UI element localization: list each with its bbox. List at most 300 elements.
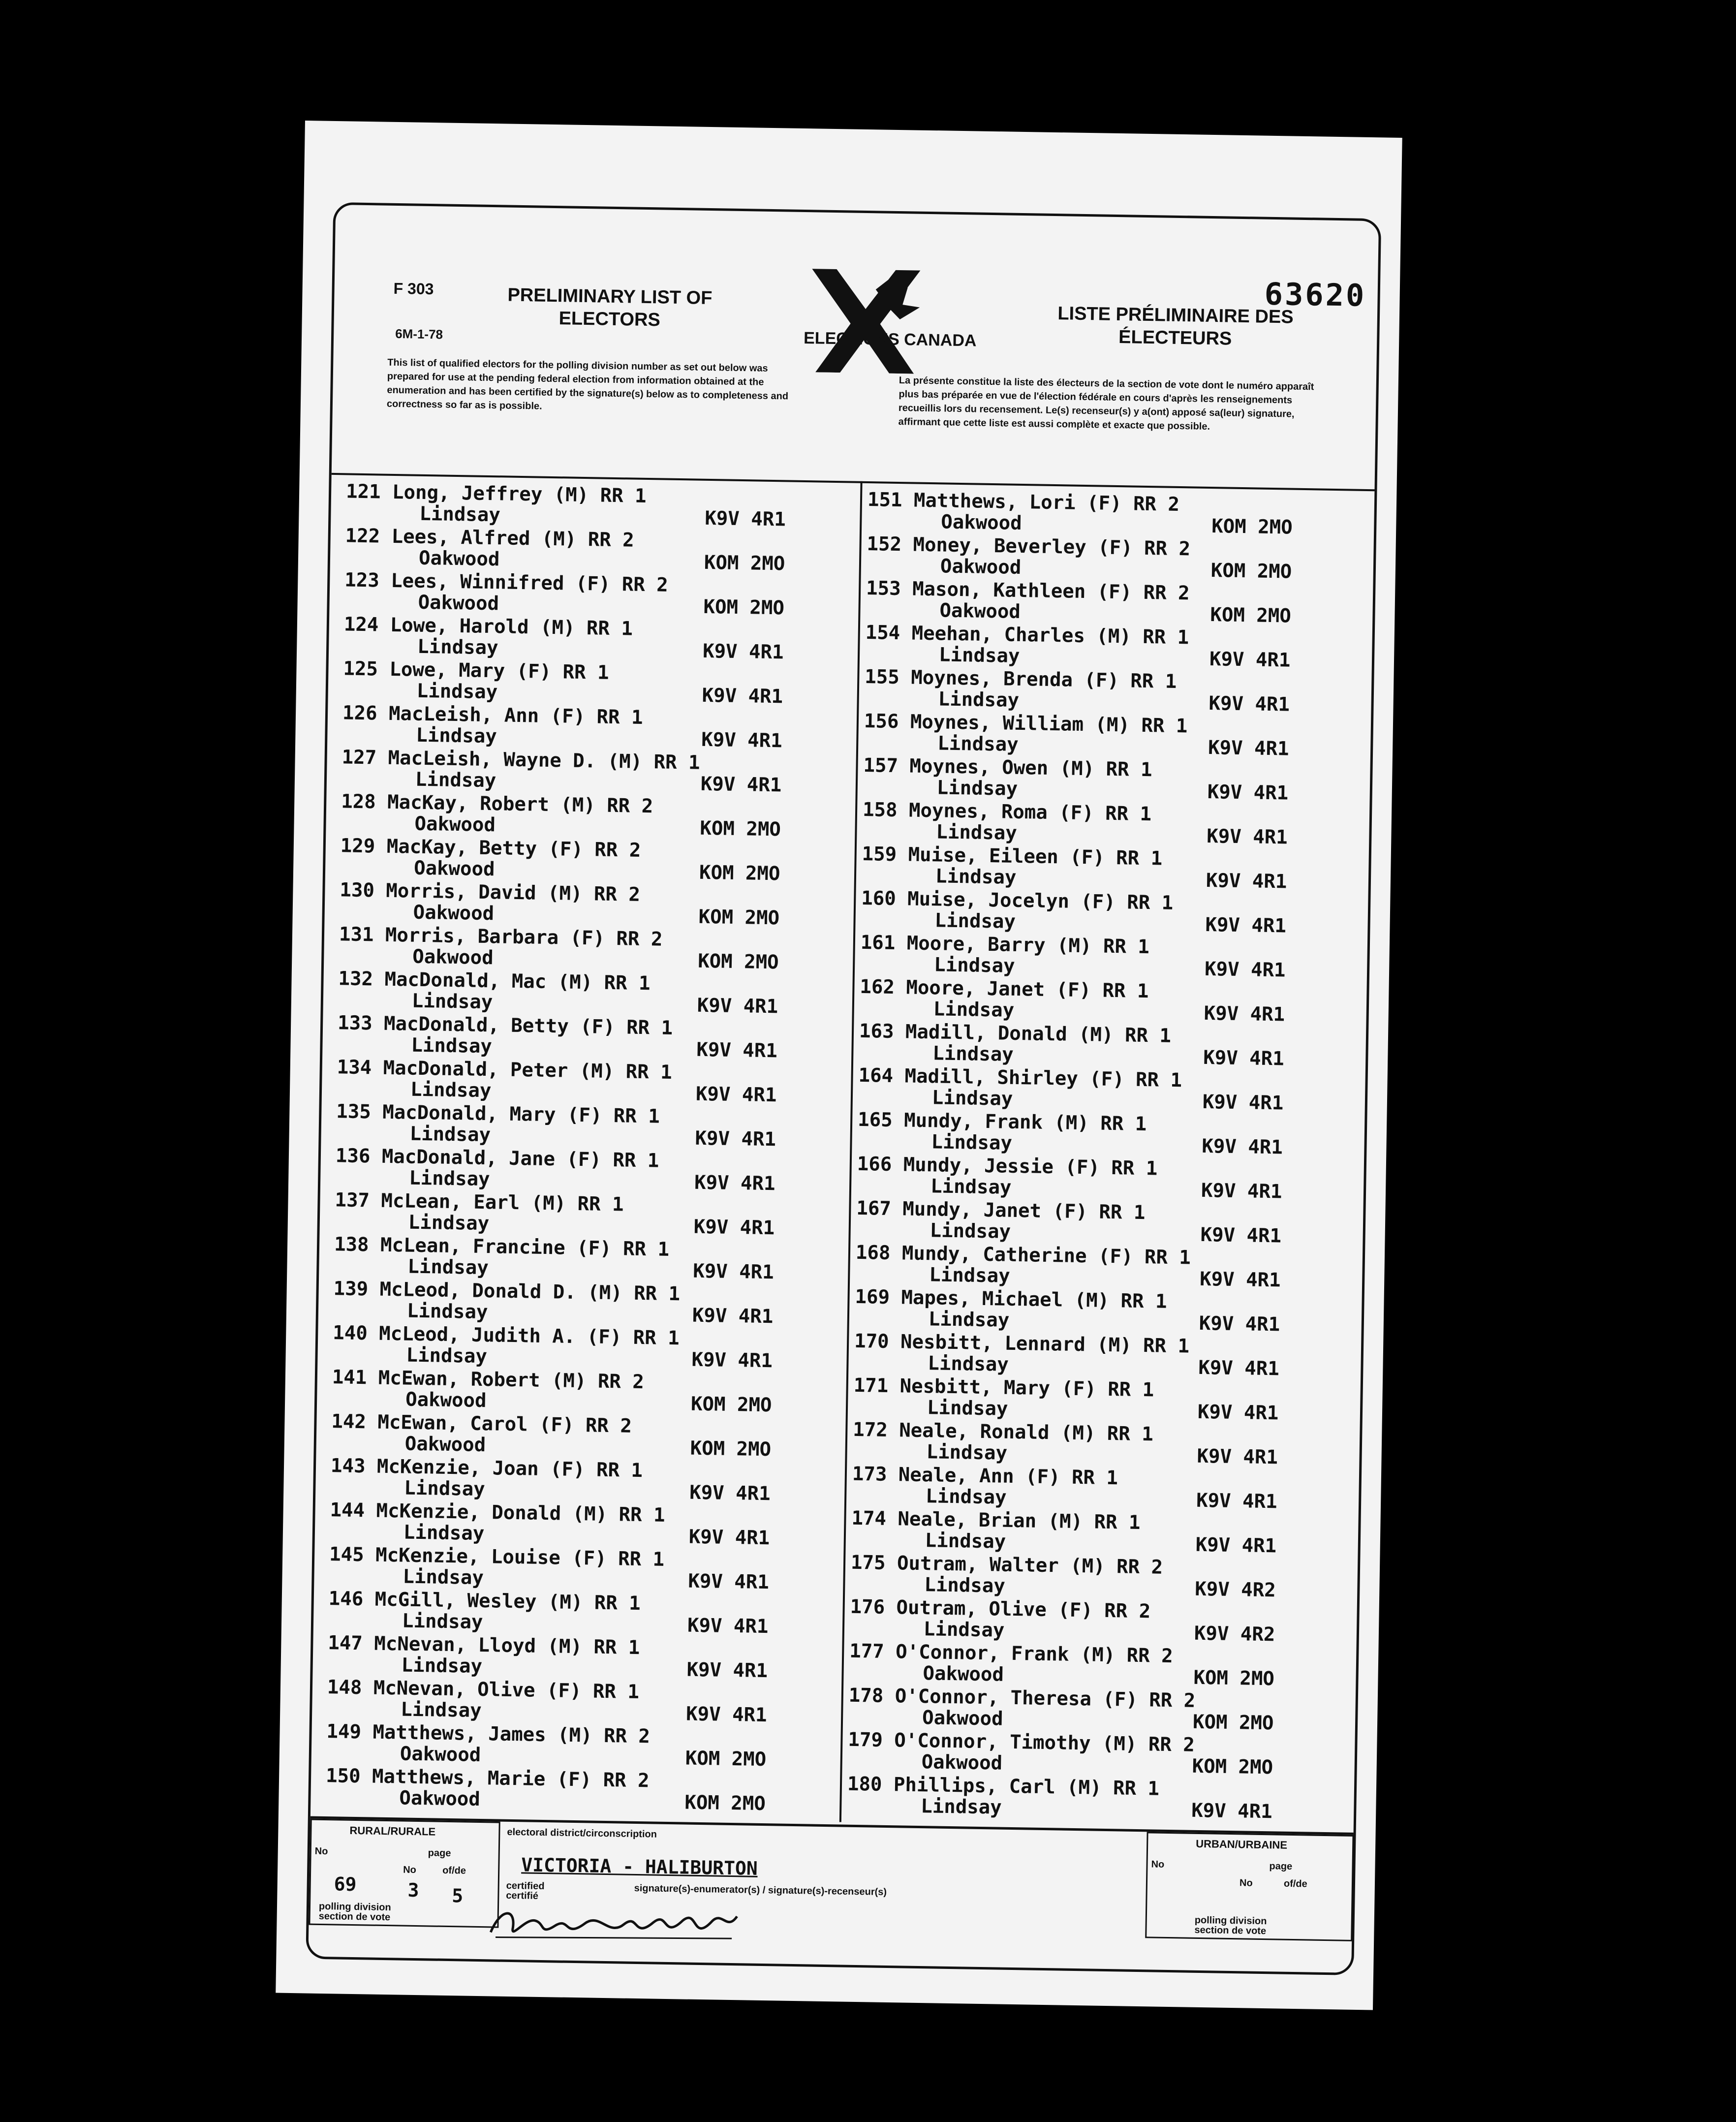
elector-name: O'Connor, Frank (M) RR 2 <box>895 1641 1174 1668</box>
elector-name: MacDonald, Mary (F) RR 1 <box>382 1101 660 1128</box>
elector-town: Oakwood <box>413 901 495 925</box>
elector-town: Lindsay <box>928 1308 1010 1332</box>
elector-town: Lindsay <box>933 998 1015 1022</box>
elector-number-name <box>331 1455 643 1482</box>
elector-town: Lindsay <box>936 821 1018 844</box>
elector-number: 128 <box>341 790 376 813</box>
elector-postal-code: KOM 2MO <box>1192 1711 1274 1735</box>
elector-number: 161 <box>860 931 896 955</box>
elector-postal-code: K9V 4R1 <box>701 728 783 752</box>
elector-entry <box>329 1543 821 1595</box>
elector-town: Lindsay <box>933 954 1015 977</box>
elector-number-name <box>340 879 640 906</box>
elector-number-name <box>851 1507 1141 1534</box>
elector-entry <box>858 1064 1351 1117</box>
elector-town: Lindsay <box>925 1485 1007 1509</box>
elector-number: 151 <box>867 489 902 512</box>
elector-number: 123 <box>344 569 380 592</box>
elector-postal-code: K9V 4R1 <box>696 1038 778 1062</box>
elector-name: Matthews, James (M) RR 2 <box>372 1721 651 1748</box>
elector-postal-code: K9V 4R2 <box>1194 1622 1275 1646</box>
elector-name: McLean, Earl (M) RR 1 <box>381 1189 624 1216</box>
elector-town: Oakwood <box>404 1433 486 1457</box>
elector-number: 141 <box>332 1366 367 1389</box>
elector-postal-code: K9V 4R1 <box>1195 1533 1277 1558</box>
elector-number-name <box>338 967 651 995</box>
elector-number: 176 <box>850 1595 885 1619</box>
elector-number: 172 <box>852 1418 888 1441</box>
urban-no-label: No <box>1151 1859 1165 1870</box>
elector-name: Lowe, Mary (F) RR 1 <box>389 658 609 684</box>
elector-entry <box>855 1286 1347 1338</box>
elector-postal-code: K9V 4R1 <box>705 507 786 531</box>
elector-number-name <box>334 1233 670 1261</box>
elector-postal-code: KOM 2MO <box>684 1791 766 1815</box>
elector-entry <box>342 702 835 754</box>
elector-town: Lindsay <box>923 1618 1005 1642</box>
elector-entry <box>328 1588 821 1640</box>
elector-entry <box>337 1012 830 1064</box>
elector-number: 140 <box>332 1322 368 1345</box>
elector-postal-code: K9V 4R2 <box>1194 1578 1276 1602</box>
urban-page-no-label: No <box>1239 1877 1253 1889</box>
elector-name: Morris, David (M) RR 2 <box>386 879 641 906</box>
elector-number: 174 <box>851 1507 887 1530</box>
elector-number-name <box>847 1773 1160 1800</box>
elector-postal-code: K9V 4R1 <box>1197 1401 1279 1425</box>
elector-postal-code: K9V 4R1 <box>694 1171 775 1195</box>
elector-entry <box>847 1773 1339 1825</box>
elector-postal-code: K9V 4R1 <box>693 1216 775 1240</box>
elector-entry <box>341 790 833 843</box>
elector-number: 178 <box>848 1684 884 1707</box>
elector-name: MacLeish, Ann (F) RR 1 <box>388 702 643 729</box>
elector-town: Lindsay <box>416 680 498 704</box>
elector-town: Lindsay <box>928 1352 1009 1376</box>
elector-postal-code: K9V 4R1 <box>702 640 784 664</box>
elector-number-name <box>854 1330 1190 1358</box>
elector-town: Oakwood <box>923 1662 1004 1686</box>
elector-town: Lindsay <box>408 1211 490 1235</box>
elector-name: McLeod, Donald D. (M) RR 1 <box>379 1278 681 1306</box>
rural-no-label: No <box>314 1845 328 1857</box>
elector-name: Neale, Ronald (M) RR 1 <box>899 1419 1154 1446</box>
elector-postal-code: K9V 4R1 <box>1209 648 1291 672</box>
elector-number-name <box>866 577 1190 604</box>
elector-postal-code: K9V 4R1 <box>695 1083 777 1107</box>
elector-name: Meehan, Charles (M) RR 1 <box>911 622 1189 649</box>
elector-number-name <box>862 843 1162 870</box>
elector-postal-code: K9V 4R1 <box>1199 1268 1281 1292</box>
elector-name: MacLeish, Wayne D. (M) RR 1 <box>388 747 700 774</box>
elector-town: Lindsay <box>930 1175 1012 1199</box>
elector-name: Madill, Shirley (F) RR 1 <box>904 1065 1182 1092</box>
elector-town: Lindsay <box>411 1034 493 1058</box>
elector-entry <box>853 1374 1346 1427</box>
elector-name: Nesbitt, Lennard (M) RR 1 <box>900 1331 1190 1358</box>
elector-postal-code: KOM 2MO <box>1211 515 1293 539</box>
elector-number: 157 <box>863 754 899 778</box>
elector-name: Mundy, Catherine (F) RR 1 <box>901 1242 1191 1269</box>
elector-name: Money, Beverley (F) RR 2 <box>913 533 1191 561</box>
elector-number: 129 <box>340 835 375 858</box>
elector-postal-code: KOM 2MO <box>698 905 780 930</box>
elector-entry <box>335 1145 828 1197</box>
elector-number: 154 <box>865 622 900 645</box>
elector-entry <box>332 1322 825 1374</box>
elector-entry <box>341 746 834 798</box>
elector-entry <box>345 480 838 532</box>
elector-town: Lindsay <box>403 1565 484 1590</box>
elector-entry <box>859 976 1352 1028</box>
elector-number: 132 <box>338 967 373 991</box>
elector-number-name <box>853 1374 1154 1402</box>
elector-town: Lindsay <box>404 1477 486 1501</box>
elector-postal-code: KOM 2MO <box>700 817 781 841</box>
elector-town: Lindsay <box>930 1219 1011 1243</box>
elector-postal-code: KOM 2MO <box>1192 1755 1273 1779</box>
elector-number: 134 <box>337 1056 372 1079</box>
elector-entry <box>864 666 1357 718</box>
elector-number-name <box>861 932 1150 958</box>
title-french: LISTE PRÉLIMINAIRE DES ÉLECTEURS <box>1057 303 1294 349</box>
elector-entry <box>857 1153 1349 1205</box>
elector-number-name <box>326 1720 650 1748</box>
elector-entry <box>343 613 836 665</box>
elector-town: Oakwood <box>405 1388 487 1412</box>
elector-postal-code: K9V 4R1 <box>687 1614 769 1638</box>
serial-number: 63620 <box>1264 276 1366 313</box>
elector-town: Lindsay <box>931 1087 1013 1110</box>
elector-number-name <box>859 1020 1172 1047</box>
elector-number-name <box>333 1278 680 1305</box>
elector-town: Lindsay <box>937 732 1019 756</box>
elector-number: 133 <box>337 1012 373 1035</box>
elector-entry <box>342 657 835 710</box>
elector-number-name <box>339 923 663 950</box>
elector-number: 159 <box>862 843 897 866</box>
elector-postal-code: K9V 4R1 <box>1204 1002 1285 1026</box>
elector-number: 165 <box>857 1108 893 1131</box>
elector-name: McNevan, Olive (F) RR 1 <box>373 1677 640 1704</box>
elector-name: Nesbitt, Mary (F) RR 1 <box>899 1375 1154 1402</box>
elector-number-name <box>858 1109 1147 1135</box>
elector-number: 175 <box>850 1551 886 1574</box>
elector-name: Neale, Brian (M) RR 1 <box>898 1508 1141 1534</box>
elector-entry <box>326 1720 819 1773</box>
elector-number-name <box>330 1499 665 1527</box>
elector-name: O'Connor, Timothy (M) RR 2 <box>894 1729 1195 1756</box>
elector-town: Lindsay <box>936 777 1018 800</box>
elector-name: Mapes, Michael (M) RR 1 <box>901 1286 1167 1313</box>
elector-town: Oakwood <box>412 945 494 969</box>
elector-name: McKenzie, Louise (F) RR 1 <box>375 1544 665 1571</box>
elector-town: Oakwood <box>940 511 1023 534</box>
elector-name: Matthews, Marie (F) RR 2 <box>372 1765 650 1792</box>
elector-town: Oakwood <box>400 1743 481 1767</box>
elector-name: Mundy, Frank (M) RR 1 <box>903 1109 1147 1136</box>
elector-name: McNevan, Lloyd (M) RR 1 <box>373 1632 640 1659</box>
elector-name: Moynes, Brenda (F) RR 1 <box>910 666 1177 693</box>
elector-name: Outram, Olive (F) RR 2 <box>896 1596 1151 1623</box>
elector-number: 122 <box>345 525 380 548</box>
rural-page-label: page <box>428 1847 451 1859</box>
elector-entry <box>344 569 837 621</box>
elector-name: Phillips, Carl (M) RR 1 <box>893 1774 1160 1800</box>
elector-entry <box>850 1596 1342 1648</box>
elector-town: Lindsay <box>932 1042 1014 1066</box>
rural-label: RURAL/RURALE <box>349 1824 436 1838</box>
page-number: 3 <box>407 1879 419 1902</box>
elector-entry <box>860 932 1353 984</box>
elector-postal-code: K9V 4R1 <box>1208 736 1289 760</box>
elector-entry <box>336 1100 828 1153</box>
elector-postal-code: K9V 4R1 <box>700 773 782 797</box>
elector-number: 148 <box>327 1676 362 1699</box>
urban-polling-division-label: polling division section de vote <box>1194 1914 1267 1937</box>
elector-town: Oakwood <box>922 1707 1003 1730</box>
elector-town: Lindsay <box>935 865 1017 889</box>
elector-name: McLeod, Judith A. (F) RR 1 <box>378 1322 680 1350</box>
elector-number: 150 <box>325 1765 361 1788</box>
title-english: PRELIMINARY LIST OF ELECTORS <box>507 284 713 331</box>
elector-number-name <box>331 1410 632 1437</box>
elector-number: 163 <box>859 1020 894 1043</box>
elector-number-name <box>849 1640 1173 1667</box>
elector-name: McLean, Francine (F) RR 1 <box>380 1234 670 1261</box>
elector-number-name <box>328 1588 641 1615</box>
elector-entry <box>332 1366 824 1418</box>
elector-number: 142 <box>331 1410 367 1434</box>
elector-name: Morris, Barbara (F) RR 2 <box>385 924 663 951</box>
elector-number-name <box>341 835 641 862</box>
elector-number: 135 <box>336 1100 372 1123</box>
elector-town: Lindsay <box>924 1574 1006 1597</box>
elector-entry <box>850 1552 1343 1604</box>
elector-town: Lindsay <box>929 1264 1011 1287</box>
elector-name: Mundy, Jessie (F) RR 1 <box>903 1154 1158 1180</box>
elector-number: 121 <box>345 480 381 503</box>
elector-number: 170 <box>854 1330 889 1353</box>
elector-entry <box>330 1499 822 1551</box>
elector-name: MacDonald, Betty (F) RR 1 <box>383 1012 673 1039</box>
elector-town: Lindsay <box>403 1521 485 1545</box>
elector-postal-code: K9V 4R1 <box>1204 958 1286 982</box>
elector-entry <box>863 754 1355 807</box>
elector-number-name <box>342 702 643 729</box>
elector-number: 166 <box>857 1153 892 1176</box>
elector-number: 164 <box>858 1064 894 1088</box>
elector-entry <box>330 1455 823 1507</box>
elector-postal-code: K9V 4R1 <box>1207 780 1289 805</box>
elector-number: 180 <box>847 1773 882 1796</box>
elector-number: 127 <box>341 746 377 769</box>
elector-postal-code: KOM 2MO <box>690 1393 772 1417</box>
elector-number-name <box>849 1685 1196 1712</box>
district-label: electoral district/circonscription <box>507 1826 657 1840</box>
elector-entry <box>859 1020 1351 1072</box>
elector-postal-code: K9V 4R1 <box>695 1127 776 1151</box>
elector-number: 171 <box>853 1374 889 1397</box>
rural-of-label: of/de <box>442 1865 466 1876</box>
elector-name: MacDonald, Jane (F) RR 1 <box>381 1145 659 1172</box>
elector-number: 130 <box>340 879 375 902</box>
elector-number: 125 <box>343 657 378 681</box>
elector-town: Lindsay <box>925 1529 1006 1553</box>
elector-name: MacKay, Betty (F) RR 2 <box>386 835 641 862</box>
elector-town: Lindsay <box>938 688 1020 712</box>
elector-number: 136 <box>335 1145 371 1168</box>
elector-number-name <box>863 799 1152 825</box>
elector-name: Muise, Eileen (F) RR 1 <box>908 843 1163 870</box>
elector-entry <box>325 1765 818 1817</box>
elector-name: MacKay, Robert (M) RR 2 <box>387 791 653 818</box>
elector-entry <box>864 710 1356 762</box>
urban-label: URBAN/URBAINE <box>1196 1837 1288 1851</box>
elector-name: Moynes, Roma (F) RR 1 <box>908 799 1152 826</box>
elector-number: 138 <box>334 1233 369 1256</box>
polling-division-label: polling division section de vote <box>318 1901 391 1923</box>
elector-name: Moynes, William (M) RR 1 <box>910 711 1188 738</box>
elector-number: 153 <box>866 577 901 600</box>
elector-entry <box>331 1410 823 1463</box>
elector-name: Madill, Donald (M) RR 1 <box>905 1021 1172 1047</box>
elector-number-name <box>336 1145 659 1172</box>
urban-page-label: page <box>1269 1861 1293 1872</box>
elector-entry <box>338 967 831 1020</box>
elector-postal-code: K9V 4R1 <box>1207 825 1288 849</box>
elector-number-name <box>850 1596 1150 1623</box>
document-sheet <box>276 121 1402 2010</box>
elector-number: 131 <box>339 923 374 946</box>
elector-postal-code: K9V 4R1 <box>1200 1223 1282 1248</box>
elector-postal-code: K9V 4R1 <box>1198 1356 1280 1380</box>
elector-entry <box>337 1056 829 1108</box>
elector-entry <box>865 622 1358 674</box>
elector-number-name <box>343 657 609 684</box>
elector-number-name <box>335 1189 624 1216</box>
elector-name: Matthews, Lori (F) RR 2 <box>913 489 1180 516</box>
elector-number: 149 <box>326 1720 362 1744</box>
elector-number: 169 <box>855 1285 890 1309</box>
elector-entry <box>339 923 831 975</box>
elector-name: MacDonald, Mac (M) RR 1 <box>384 968 651 995</box>
elector-town: Lindsay <box>926 1441 1008 1465</box>
elector-number: 162 <box>860 975 895 999</box>
elector-number: 167 <box>856 1197 892 1220</box>
intro-french: La présente constitue la liste des électeurs de la section de vote dont le numéro apparaît plus bas préparée en vue de l'élection fédérale en cours d'après les renseignements recueillis lors du recensement. Le(s) recenseur(s) y a(ont) apposé sa(leur) signature, affirmant que cette liste est aussi complète et exacte que possible. <box>898 375 1314 432</box>
elector-postal-code: KOM 2MO <box>1210 560 1292 583</box>
electors-column-left <box>325 480 838 1816</box>
elector-postal-code: KOM 2MO <box>1193 1666 1275 1690</box>
elector-entry <box>867 533 1359 585</box>
polling-division-number: 69 <box>334 1873 357 1896</box>
elector-entry <box>857 1109 1350 1161</box>
elector-postal-code: K9V 4R1 <box>1209 692 1290 716</box>
elector-number: 155 <box>865 666 900 689</box>
elector-name: O'Connor, Theresa (F) RR 2 <box>895 1685 1196 1712</box>
elector-name: Mason, Kathleen (F) RR 2 <box>912 578 1190 605</box>
elector-postal-code: K9V 4R1 <box>685 1703 767 1727</box>
elector-entry <box>851 1507 1343 1560</box>
elector-entry <box>334 1233 826 1285</box>
elector-number: 179 <box>848 1728 883 1751</box>
elector-town: Oakwood <box>939 599 1021 623</box>
certified-label: certified certifié <box>506 1880 545 1902</box>
elector-name: Mundy, Janet (F) RR 1 <box>902 1198 1146 1224</box>
elector-number-name <box>336 1100 660 1127</box>
elector-postal-code: K9V 4R1 <box>1202 1091 1284 1115</box>
elector-postal-code: K9V 4R1 <box>688 1570 770 1594</box>
page-total: 5 <box>452 1885 464 1907</box>
elector-town: Lindsay <box>409 1123 491 1147</box>
elector-town: Lindsay <box>417 635 498 659</box>
elector-entry <box>862 799 1355 851</box>
elector-postal-code: KOM 2MO <box>703 595 785 620</box>
elector-postal-code: KOM 2MO <box>704 551 785 575</box>
elector-entry <box>327 1632 820 1684</box>
elector-postal-code: K9V 4R1 <box>1196 1489 1277 1513</box>
elector-number-name <box>863 754 1152 781</box>
elector-town: Oakwood <box>418 547 500 571</box>
elector-number: 145 <box>329 1543 365 1566</box>
elector-entry <box>847 1729 1340 1781</box>
elector-name: Neale, Ann (F) RR 1 <box>898 1464 1118 1490</box>
elector-entry <box>852 1419 1345 1471</box>
elector-postal-code: K9V 4R1 <box>689 1481 771 1505</box>
elector-number: 146 <box>328 1588 364 1611</box>
elector-name: Long, Jeffrey (M) RR 1 <box>392 481 647 507</box>
elector-postal-code: K9V 4R1 <box>1197 1445 1278 1469</box>
elector-town: Lindsay <box>927 1397 1008 1420</box>
elector-postal-code: K9V 4R1 <box>1205 913 1287 937</box>
elector-postal-code: KOM 2MO <box>699 861 780 885</box>
elector-number: 147 <box>328 1632 363 1655</box>
elector-postal-code: K9V 4R1 <box>1203 1046 1285 1070</box>
elector-number-name <box>341 790 653 817</box>
elector-number-name <box>867 533 1190 560</box>
elector-town: Oakwood <box>413 857 495 881</box>
elector-postal-code: K9V 4R1 <box>702 684 783 708</box>
elector-number-name <box>858 1064 1182 1092</box>
elector-town: Lindsay <box>920 1795 1002 1819</box>
elector-number: 160 <box>861 887 897 910</box>
elector-number: 144 <box>330 1499 365 1522</box>
elector-number-name <box>852 1463 1118 1489</box>
elector-entry <box>861 887 1353 939</box>
elections-canada-logo-icon <box>801 259 930 374</box>
district-value: VICTORIA - HALIBURTON <box>521 1854 758 1879</box>
elector-name: Moore, Barry (M) RR 1 <box>906 932 1150 959</box>
elector-town: Oakwood <box>399 1787 481 1811</box>
elector-town: Lindsay <box>402 1610 483 1634</box>
elector-postal-code: K9V 4R1 <box>697 994 778 1018</box>
elector-town: Lindsay <box>406 1300 488 1324</box>
urban-of-label: of/de <box>1283 1878 1307 1890</box>
elector-number-name <box>856 1242 1191 1269</box>
elector-entry <box>339 879 832 931</box>
elector-town: Oakwood <box>414 812 496 837</box>
elector-town: Lindsay <box>416 724 497 748</box>
elector-town: Oakwood <box>418 591 499 615</box>
elector-number-name <box>327 1676 640 1703</box>
intro-english: This list of qualified electors for the polling division number as set out below was prepared for use at the pending federal election from information obtained at the enumeration and has been certified by the signature(s) below as to completeness and correctness so far as is possible. <box>386 357 789 412</box>
elector-number: 126 <box>342 702 377 725</box>
elector-postal-code: KOM 2MO <box>697 950 779 974</box>
elector-number-name <box>346 480 647 507</box>
elector-number-name <box>326 1765 650 1792</box>
elector-name: McEwan, Carol (F) RR 2 <box>377 1411 632 1437</box>
